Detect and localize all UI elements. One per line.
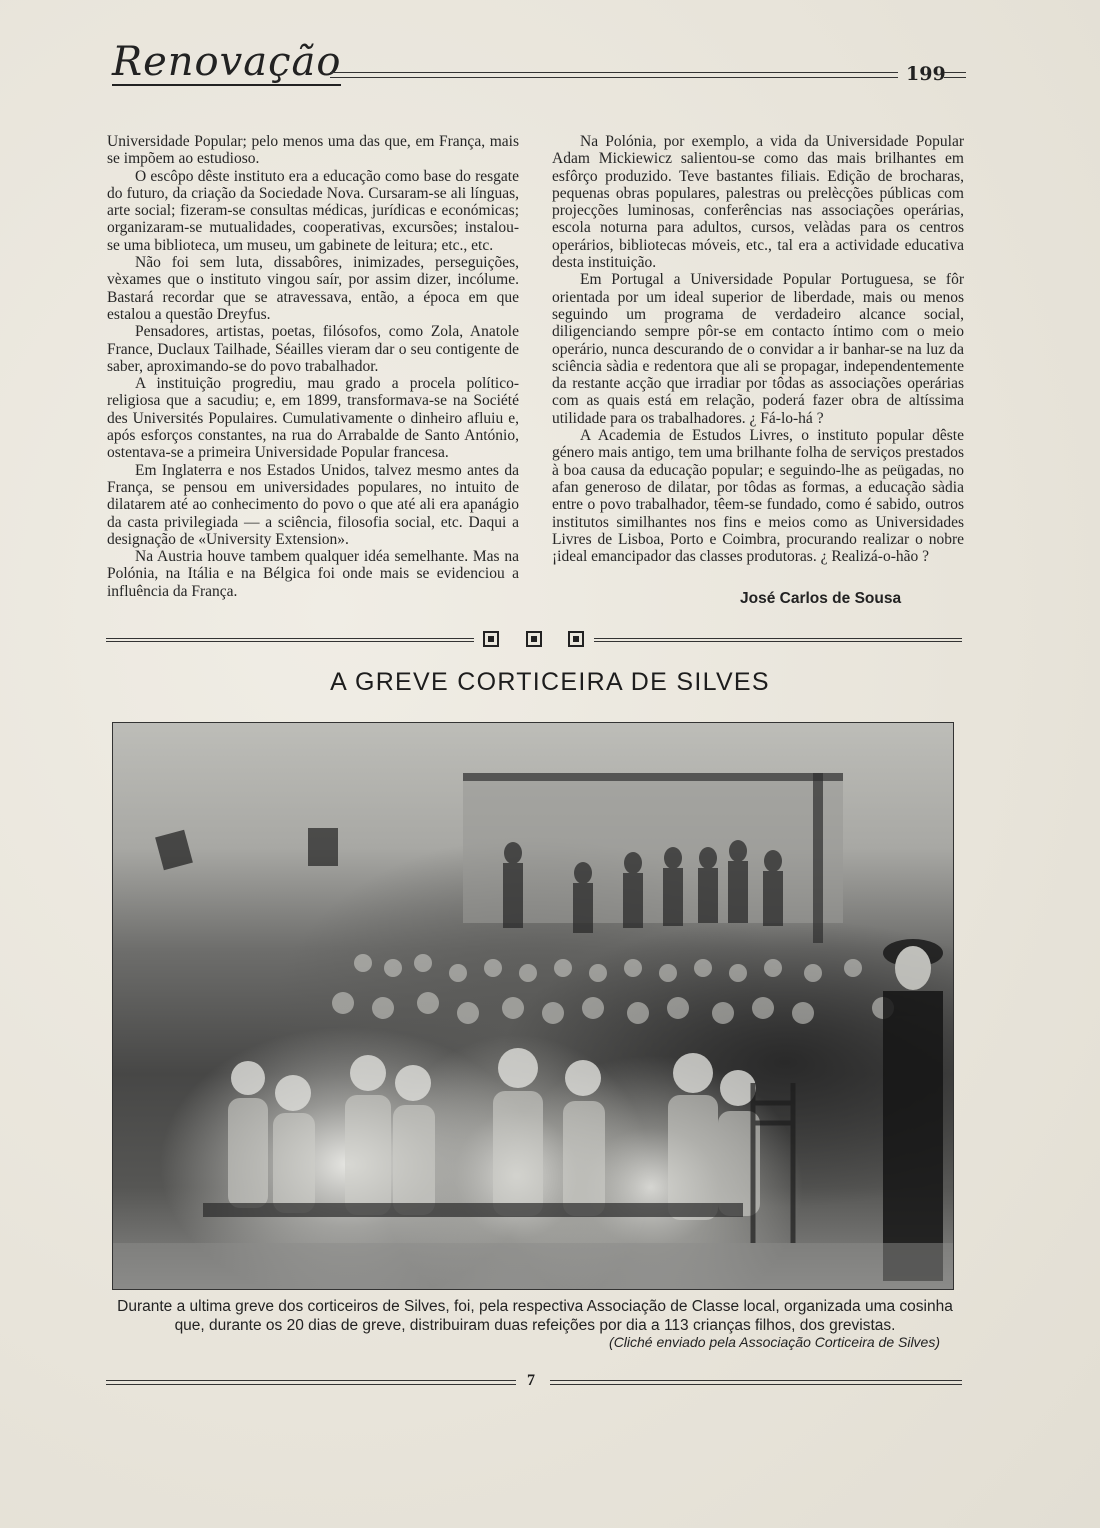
photo-credit: (Cliché enviado pela Associação Corticeira de Silves) <box>609 1334 940 1350</box>
photo-illustration <box>113 723 954 1290</box>
paragraph: Em Inglaterra e nos Estados Unidos, talvez mesmo antes da França, se pensou em universidades populares, no intuito de dilatarem até ao conhecimento do povo o que até ali era apanágio da casta privilegiada — a sciência, filosofia social, etc. Daqui a designação de «University Extension». <box>107 461 519 548</box>
feature-headline: A GREVE CORTICEIRA DE SILVES <box>330 668 770 696</box>
masthead-logo: Renovação <box>112 39 342 85</box>
ornament-square-icon <box>483 631 499 647</box>
paragraph: A Academia de Estudos Livres, o instituto popular dêste género mais antigo, tem uma brilhante folha de serviços prestados à boa causa da educação popular; e seguindo-lhe as peügadas, no afan generoso de dilatar, por tôdas as formas, a educação sàdia entre o povo trabalhador, têem-se fundado, como é sabido, outros institutos similhantes nos fins e meios como as Universidades Livres de Lisboa, Porto e Coimbra, procurando realizar o nobre ¡ideal emancipador das classes produtoras. ¿ Realizá-o-hão ? <box>552 427 964 566</box>
footer-rule-left <box>106 1380 516 1385</box>
author-signature: José Carlos de Sousa <box>740 590 902 607</box>
article-left-column <box>107 133 519 600</box>
paragraph: A instituição progrediu, mau grado a procela político-religiosa que a sacudiu; e, em 1899, transformava-se na Société des Universités Populaires. Cumulativamente o dinheiro afluiu e, após esforços constantes, na rua do Arrabalde de Santo António, ostentava-se a primeira Universidade Popular francesa. <box>107 375 519 462</box>
ornament-rule-right <box>594 638 962 642</box>
paragraph: Em Portugal a Universidade Popular Portuguesa, se fôr orientada por um ideal superior de liberdade, mais ou menos seguindo um programa de verdadeiro alcance social, diligenciando sempre pôr-se em contacto íntimo com o meio operário, nunca descurando de o convidar a ir banhar-se na luz da sciência sàdia e redentora que ali se propagar, independentemente da restante acção que irradiar por tôdas as associações operárias com as quais está em relação, poderá fazer obra de altíssima utilidade para os trabalhadores. ¿ Fá-lo-há ? <box>552 271 964 427</box>
header-rule-right <box>944 72 966 78</box>
paragraph: Universidade Popular; pelo menos uma das que, em França, mais se impõem ao estudioso. <box>107 133 519 168</box>
paragraph: Pensadores, artistas, poetas, filósofos, como Zola, Anatole France, Duclaux Tailhade, Séailles vieram dar o seu contigente de saber, aproximando-se do povo trabalhador. <box>107 323 519 375</box>
paragraph: Não foi sem luta, dissabôres, inimizades, perseguições, vèxames que o instituto vingou saír, por assim dizer, incólume. Bastará recordar que se atravessava, então, a época em que estalou a questão Dreyfus. <box>107 254 519 323</box>
ornament-square-icon <box>526 631 542 647</box>
article-right-column <box>552 133 964 565</box>
strike-kitchen-photo <box>112 722 954 1290</box>
paragraph: Na Polónia, por exemplo, a vida da Universidade Popular Adam Mickiewicz salientou-se como das mais brilhantes em esfôrço produzido. Teve bastantes filiais. Edição de brocharas, pequenas obras populares, palestras ou prelècções públicas com projecções luminosas, conferências nas associações operárias, escola noturna para adultos, cursos, velàdas para os centros operários, bibliotecas móveis, etc., tal era a actividade educativa desta instituição. <box>552 133 964 272</box>
ornament-square-icon <box>568 631 584 647</box>
caption-line: Durante a ultima greve dos corticeiros de Silves, foi, pela respectiva Associação de Classe local, organizada uma cosinha <box>117 1298 953 1315</box>
photo-caption <box>90 1297 980 1335</box>
header-rule <box>330 72 898 78</box>
caption-line: que, durante os 20 dias de greve, distribuiram duas refeições por dia a 113 crianças filhos, dos grevistas. <box>174 1317 896 1334</box>
footer-rule-right <box>550 1380 962 1385</box>
footer-page-number: 7 <box>527 1372 535 1389</box>
ornament-rule-left <box>106 638 474 642</box>
paragraph: Na Austria houve tambem qualquer idéa semelhante. Mas na Polónia, na Itália e na Bélgica foi onde mais se evidenciou a influência da França. <box>107 548 519 600</box>
page-number: 199 <box>906 63 946 85</box>
paragraph: O escôpo dêste instituto era a educação como base do resgate do futuro, da criação da Sociedade Nova. Cursaram-se ali línguas, arte social; fizeram-se consultas médicas, jurídicas e económicas; organizaram-se mutualidades, cooperativas, excursões; instalou-se uma biblioteca, um museu, um gabinete de leitura; etc., etc. <box>107 167 519 254</box>
